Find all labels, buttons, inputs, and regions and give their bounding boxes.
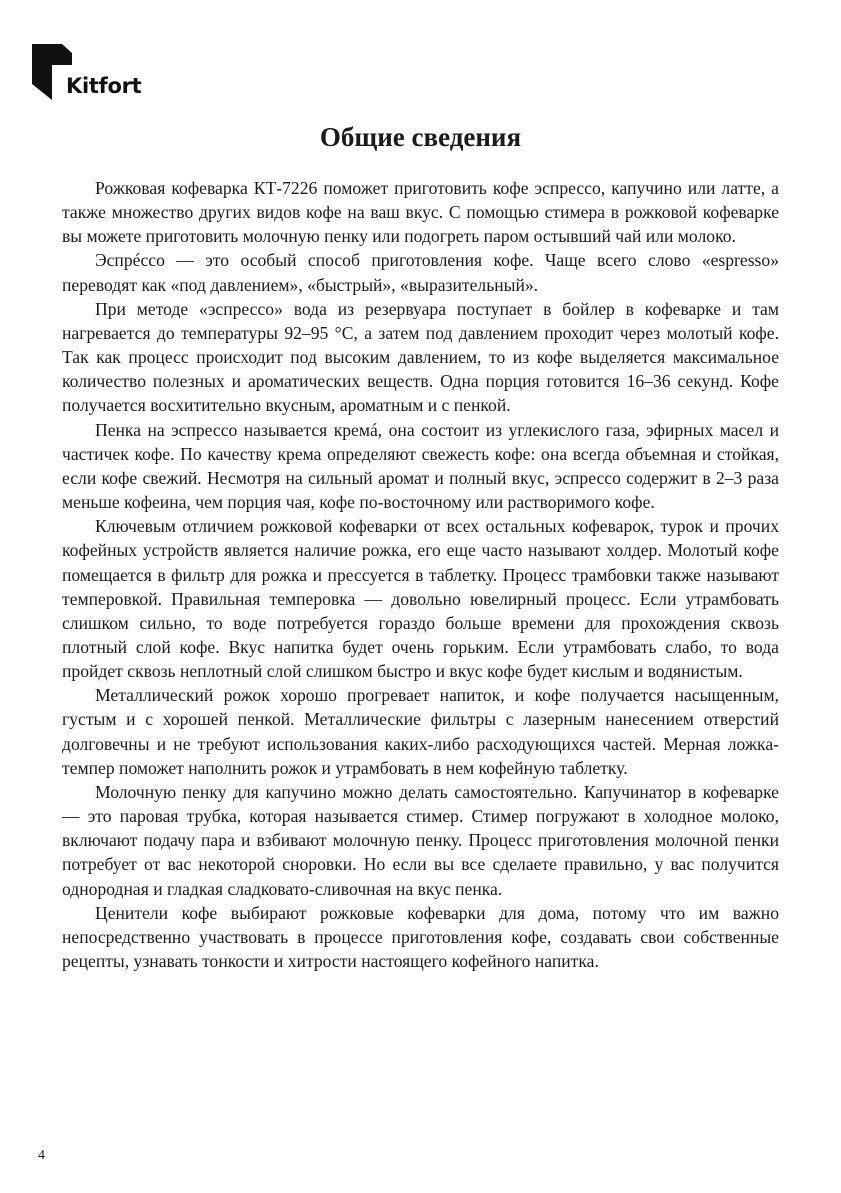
paragraph: Ключевым отличием рожковой кофеварки от всех остальных кофеварок, турок и прочих кофейных устройств является наличие рожка, его еще часто называют холдер. Молотый кофе помещается в фильтр для рожка и прессуется в таблетку. Процесс трамбовки также называют темперовкой. Правильная темперовка — довольно ювелирный процесс. Если утрамбовать слишком сильно, то воде потребуется гораздо больше времени для прохождения сквозь плотный слой кофе. Вкус напитка будет очень горьким. Если утрамбовать слабо, то вода пройдет сквозь неплотный слой слишком быстро и вкус кофе будет кислым и водянистым. [62, 516, 779, 682]
brand-name: Kitfort [66, 74, 142, 98]
paragraph: Металлический рожок хорошо прогревает напиток, и кофе получается насыщенным, густым и с хорошей пенкой. Металлические фильтры с лазерным нанесением отверстий долговечны и не требуют использования каких-либо расходующихся частей. Мерная ложка-темпер поможет наполнить рожок и утрамбовать в нем кофейную таблетку. [62, 685, 779, 778]
page-title: Общие сведения [319, 122, 522, 152]
paragraph: Пенка на эспрессо называется кремá, она состоит из углекислого газа, эфирных масел и частичек кофе. По качеству крема определяют свежесть кофе: она всегда объемная и стойкая, если кофе свежий. Несмотря на сильный аромат и полный вкус, эспрессо содержит в 2–3 раза меньше кофеина, чем порция чая, кофе по-восточному или растворимого кофе. [62, 419, 779, 513]
kitfort-logo [32, 44, 152, 100]
paragraph: Молочную пенку для капучино можно делать самостоятельно. Капучинатор в кофеварке — это паровая трубка, которая называется стимер. Стимер погружают в холодное молоко, включают подачу пара и взбивают молочную пенку. Процесс приготовления молочной пенки потребует от вас некоторой сноровки. Но если вы все сделаете правильно, у вас получится однородная и гладкая сладковато-сливочная на вкус пенка. [62, 781, 779, 899]
paragraph: Рожковая кофеварка КТ-7226 поможет приготовить кофе эспрессо, капучино или латте, а также множество других видов кофе на ваш вкус. С помощью стимера в рожковой кофеварке вы можете приготовить молочную пенку или подогреть паром остывший чай или молоко. [62, 178, 779, 247]
page-number: 4 [38, 1148, 45, 1163]
paragraph: При методе «эспрессо» вода из резервуара поступает в бойлер в кофеварке и там нагревается до температуры 92–95 °С, а затем под давлением проходит через молотый кофе. Так как процесс происходит под высоким давлением, то из кофе выделяется максимальное количество полезных и ароматических веществ. Одна порция готовится 16–36 секунд. Кофе получается восхитительно вкусным, ароматным и с пенкой. [62, 298, 779, 416]
paragraph: Эспрéссо — это особый способ приготовления кофе. Чаще всего слово «espresso» переводят как «под давлением», «быстрый», «выразительный». [62, 250, 779, 295]
paragraph: Ценители кофе выбирают рожковые кофеварки для дома, потому что им важно непосредственно участвовать в процессе приготовления кофе, создавать свои собственные рецепты, узнавать тонкости и хитрости настоящего кофейного напитка. [62, 902, 779, 971]
body-text [62, 176, 779, 973]
